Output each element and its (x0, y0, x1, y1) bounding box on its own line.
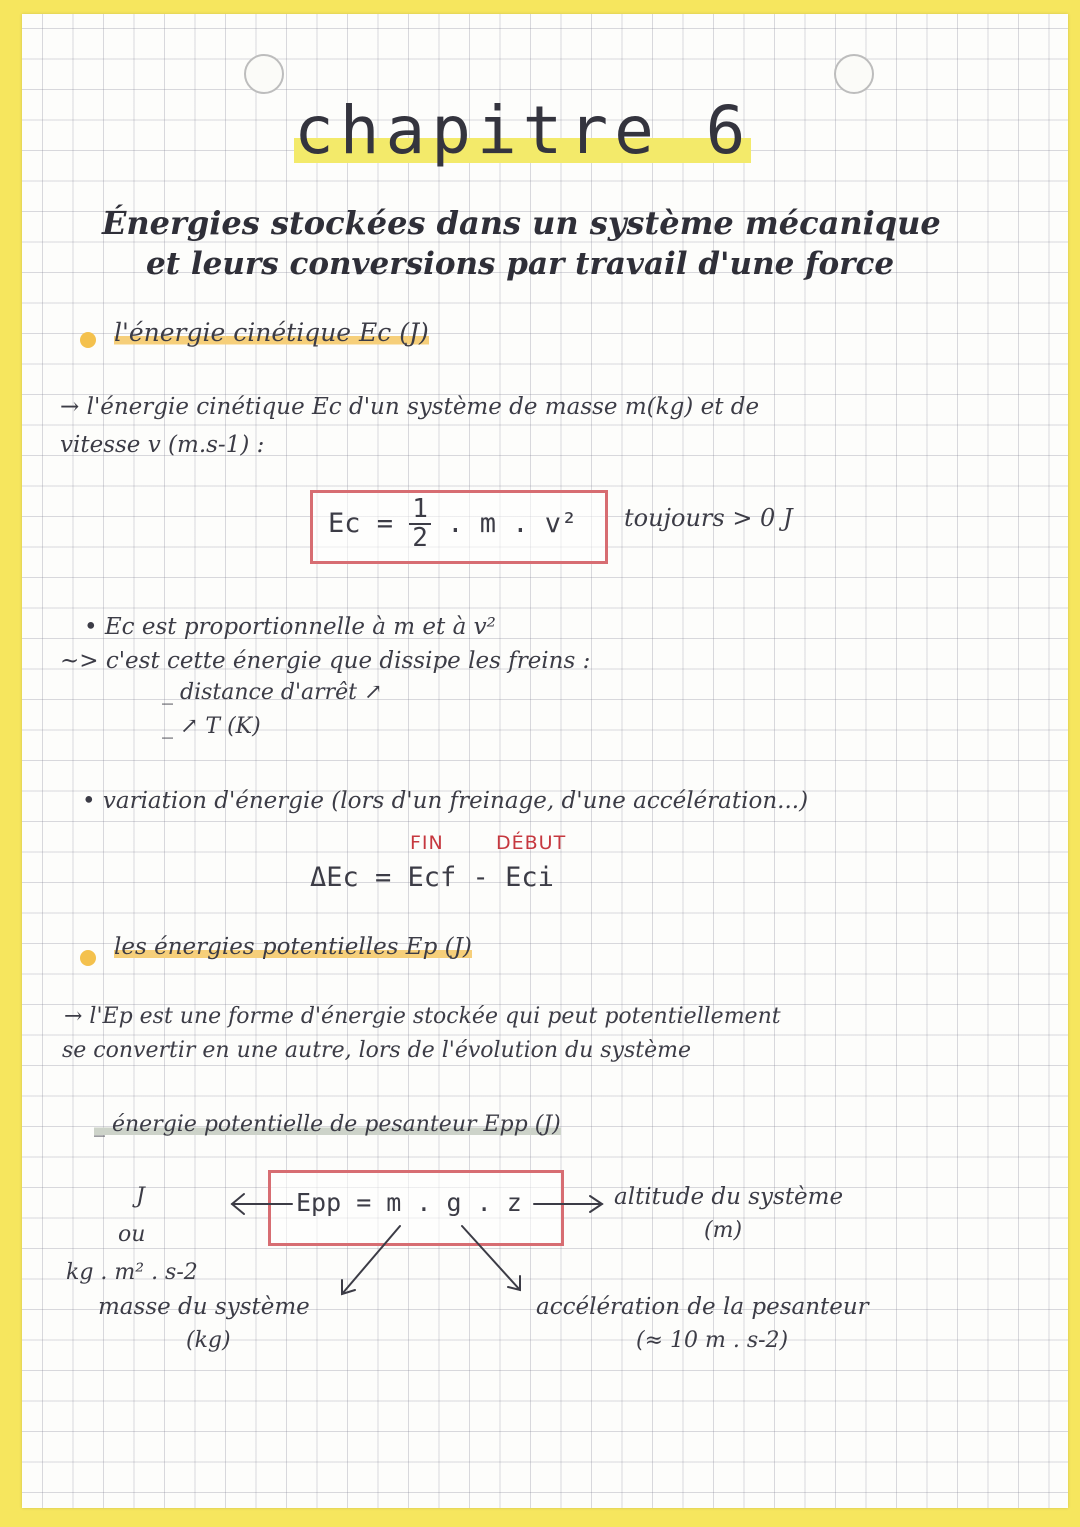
potential-intro-line2: se convertir en une autre, lors de l'évolution du système (62, 1038, 692, 1063)
arrow-to-accel (462, 1226, 520, 1290)
kinetic-intro-line2: vitesse v (m.s-1) : (60, 432, 265, 458)
kinetic-brake-item-1: _ distance d'arrêt ↗ (162, 680, 383, 705)
potential-intro-line1: → l'Ep est une forme d'énergie stockée qui peut potentiellement (64, 1004, 781, 1029)
potential-formula: Epp = m . g . z (296, 1188, 522, 1217)
accel-value: (≈ 10 m . s-2) (636, 1328, 789, 1353)
kinetic-brakes-line: ~> c'est cette énergie que dissipe les freins : (60, 648, 591, 674)
formula-arrows (22, 14, 1068, 1508)
page-title: chapitre 6 (294, 92, 752, 169)
section-heading-kinetic: l'énergie cinétique Ec (J) (114, 318, 429, 347)
kinetic-variation-line: • variation d'énergie (lors d'un freinage, d'une accélération...) (82, 788, 809, 814)
label-fin: FIN (410, 832, 444, 854)
chapter-subtitle-line2: et leurs conversions par travail d'une force (146, 246, 895, 282)
label-debut: DÉBUT (496, 832, 567, 854)
fraction-numerator: 1 (409, 496, 431, 525)
section-heading-potential: les énergies potentielles Ep (J) (114, 934, 472, 960)
mass-label: masse du système (98, 1294, 310, 1320)
notebook-sheet (22, 14, 1068, 1508)
kinetic-brake-item-2: _ ↗ T (K) (162, 714, 261, 739)
kinetic-intro-line1: → l'énergie cinétique Ec d'un système de masse m(kg) et de (60, 394, 760, 420)
altitude-unit: (m) (704, 1218, 743, 1243)
accel-label: accélération de la pesanteur (536, 1294, 869, 1320)
altitude-label: altitude du système (614, 1184, 844, 1210)
chapter-subtitle-line1: Énergies stockées dans un système mécanique (102, 204, 941, 242)
unit-si: kg . m² . s-2 (66, 1260, 198, 1285)
kinetic-proportional-line: • Ec est proportionnelle à m et à v² (84, 614, 496, 640)
fraction-denominator: 2 (412, 523, 428, 554)
kinetic-formula-lhs: Ec = (328, 507, 394, 539)
kinetic-formula-rhs: . m . v² (447, 507, 578, 539)
unit-j: J (136, 1184, 145, 1209)
unit-ou: ou (118, 1222, 146, 1247)
kinetic-variation-formula: ΔEc = Ecf - Eci (310, 862, 554, 893)
potential-subheading: _ énergie potentielle de pesanteur Epp (J) (94, 1112, 561, 1137)
arrow-to-mass (342, 1226, 400, 1294)
mass-unit: (kg) (186, 1328, 231, 1353)
kinetic-formula-note: toujours > 0 J (624, 504, 793, 532)
